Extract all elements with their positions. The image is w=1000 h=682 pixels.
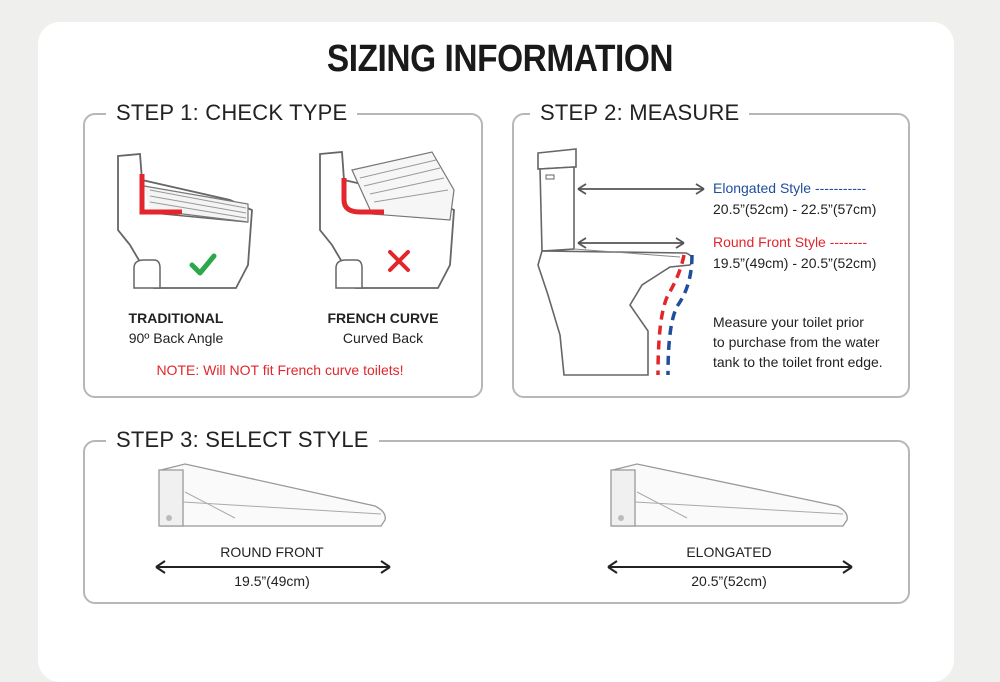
french-curve-label: FRENCH CURVE	[327, 310, 439, 326]
french-curve-desc: Curved Back	[342, 330, 424, 346]
round-front-size: 19.5”(49cm)	[234, 573, 310, 589]
step1-heading: STEP 1: CHECK TYPE	[106, 100, 357, 126]
elongated-style-size: 20.5”(52cm) - 22.5”(57cm)	[713, 201, 877, 217]
traditional-toilet-illustration	[110, 150, 260, 300]
elongated-size: 20.5”(52cm)	[691, 573, 767, 589]
double-arrow-icon	[154, 560, 392, 574]
elongated-seat-illustration	[607, 462, 852, 534]
measure-instruction-3: tank to the toilet front edge.	[713, 354, 883, 370]
round-front-style-size: 19.5”(49cm) - 20.5”(52cm)	[713, 255, 877, 271]
elongated-label: ELONGATED	[686, 544, 772, 560]
step3-heading: STEP 3: SELECT STYLE	[106, 427, 379, 453]
round-measure-arrow	[576, 237, 686, 249]
compatibility-note: NOTE: Will NOT fit French curve toilets!	[156, 362, 404, 378]
measure-instruction-1: Measure your toilet prior	[713, 314, 864, 330]
traditional-label: TRADITIONAL	[128, 310, 224, 326]
round-front-label: ROUND FRONT	[220, 544, 324, 560]
measure-instruction-2: to purchase from the water	[713, 334, 880, 350]
double-arrow-icon	[606, 560, 854, 574]
elongated-measure-arrow	[576, 183, 706, 195]
x-mark-icon	[387, 249, 411, 273]
round-front-style-label: Round Front Style --------	[713, 234, 868, 250]
page-title: SIZING INFORMATION	[326, 38, 674, 80]
step2-heading: STEP 2: MEASURE	[530, 100, 749, 126]
elongated-style-label: Elongated Style -----------	[713, 180, 867, 196]
french-curve-toilet-illustration	[312, 150, 462, 300]
checkmark-icon	[190, 253, 216, 277]
traditional-desc: 90º Back Angle	[128, 330, 224, 346]
round-front-seat-illustration	[155, 462, 390, 534]
measure-toilet-illustration	[530, 145, 710, 381]
